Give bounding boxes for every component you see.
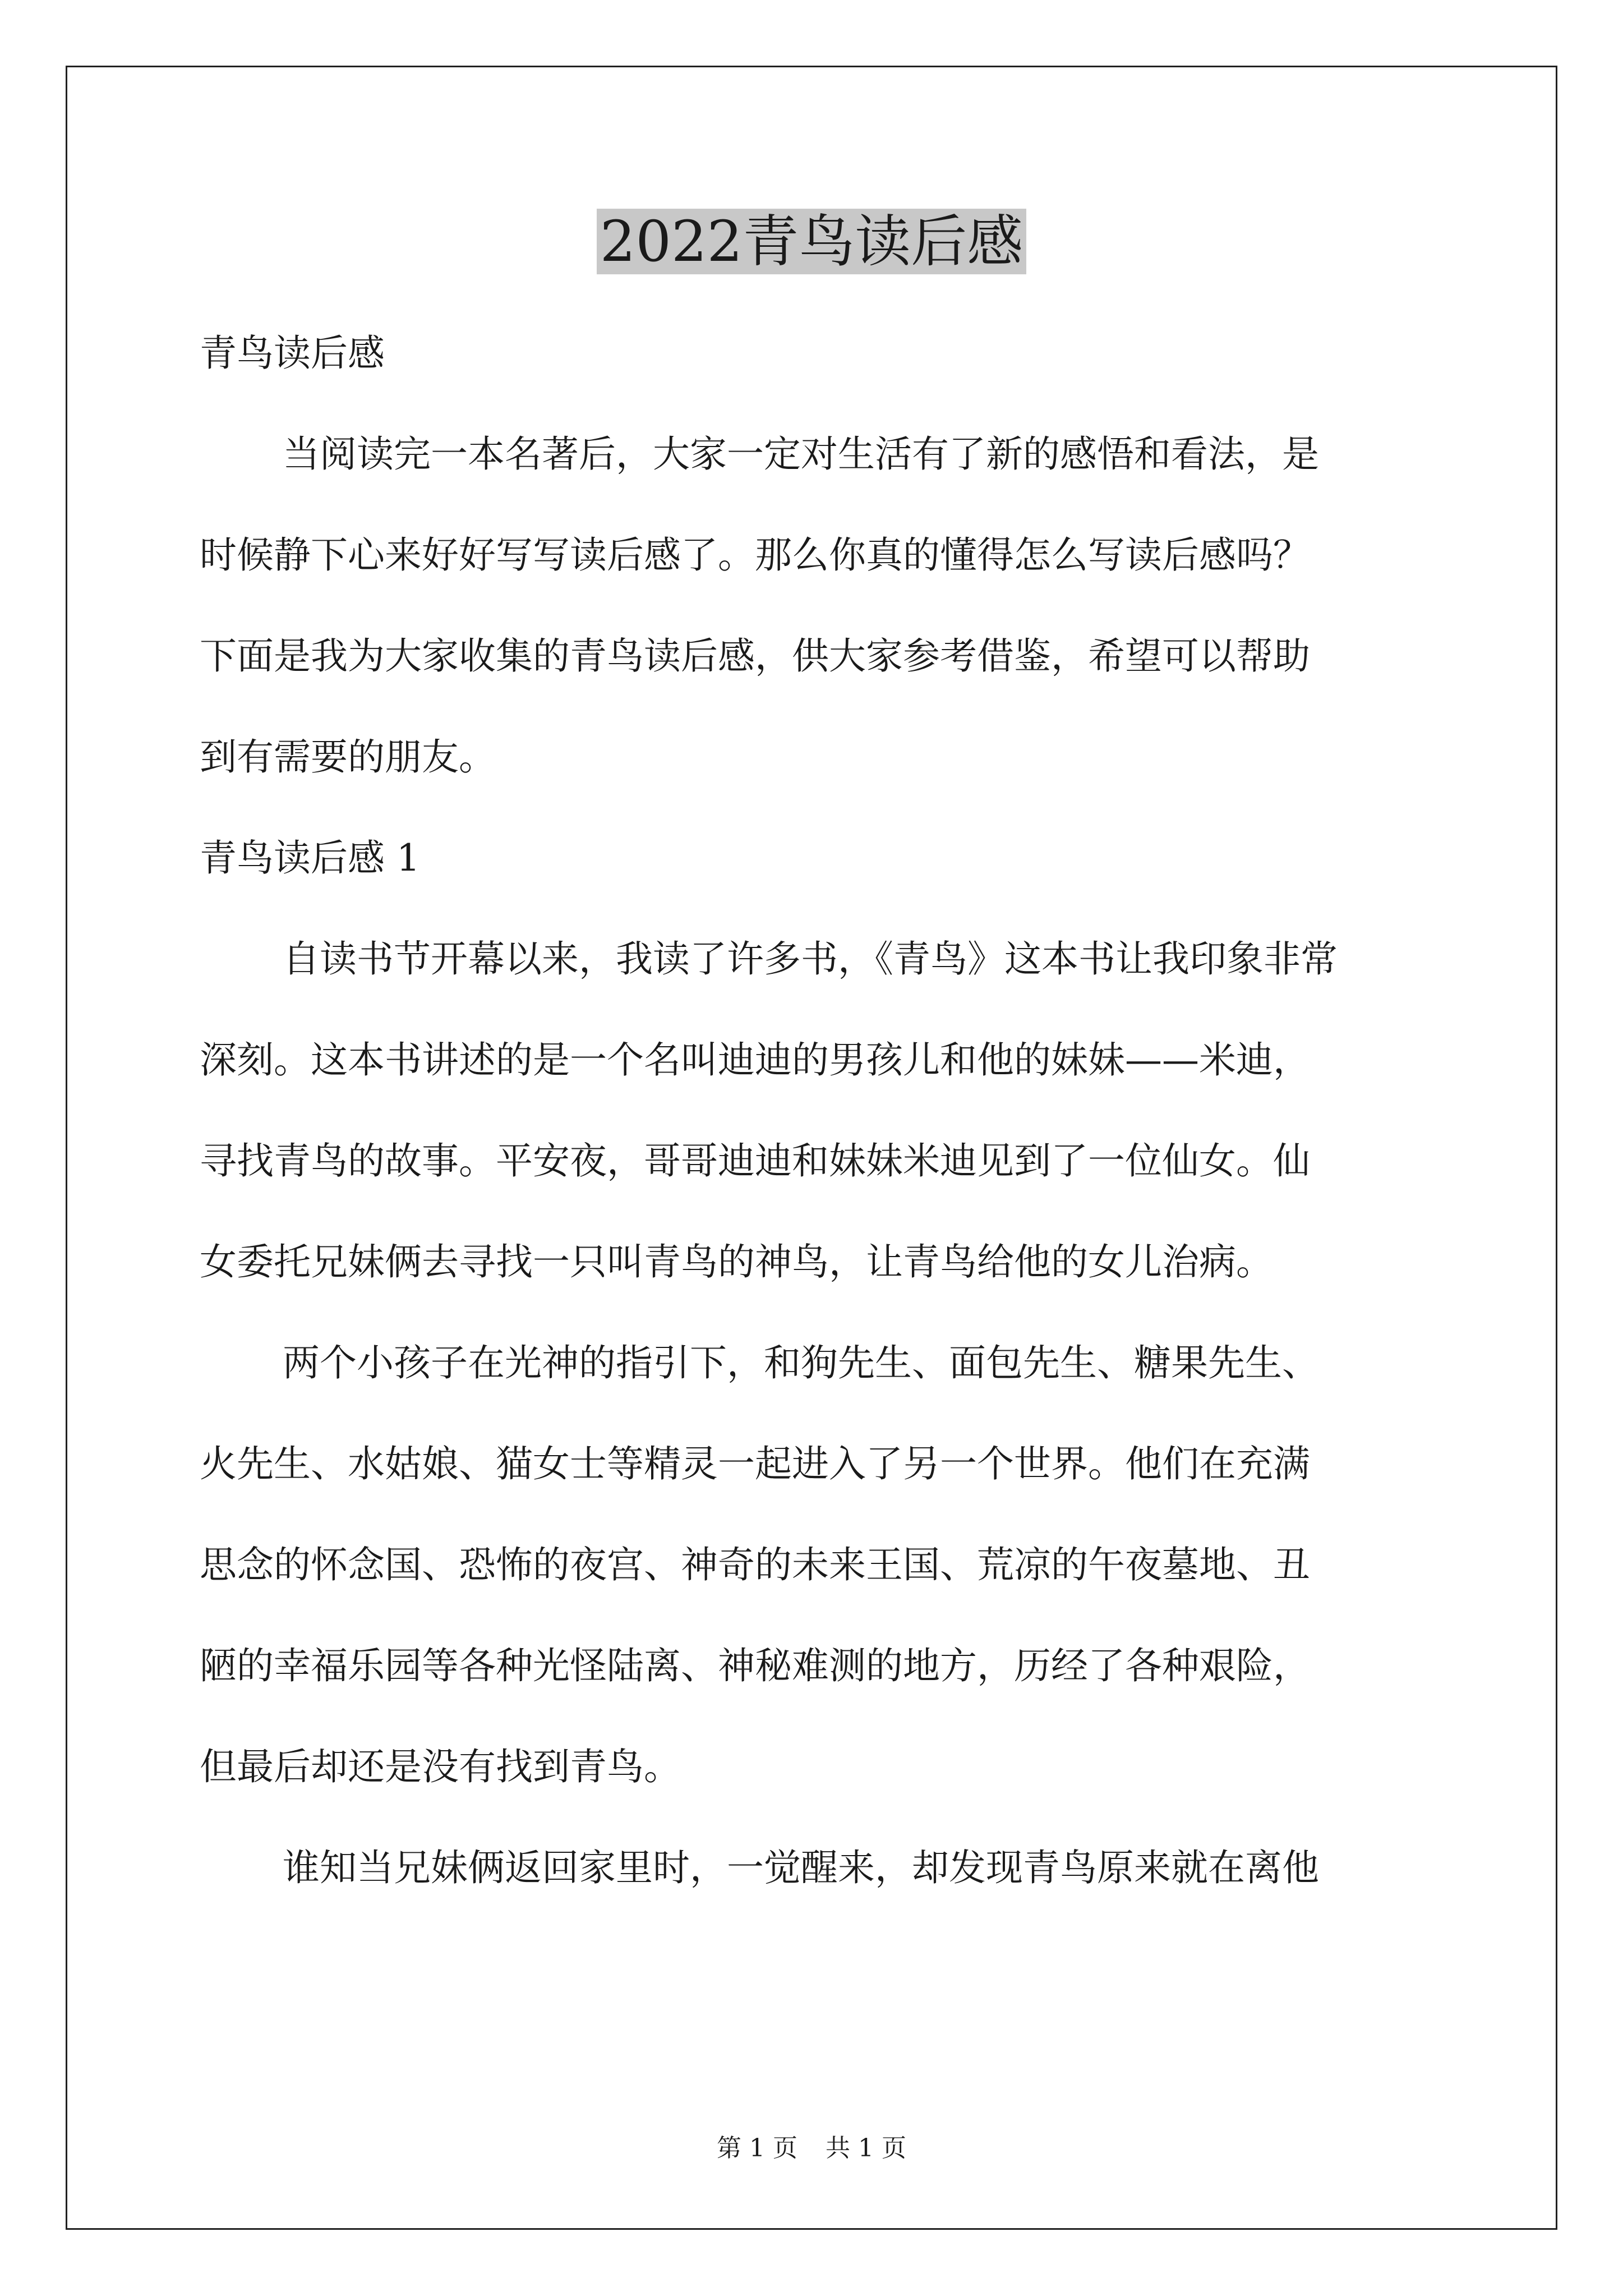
text-line: 两个小孩子在光神的指引下，和狗先生、面包先生、糖果先生、 <box>283 1341 1319 1384</box>
text-line: 思念的怀念国、恐怖的夜宫、神奇的未来王国、荒凉的午夜墓地、丑 <box>200 1543 1310 1586</box>
text-line: 到有需要的朋友。 <box>200 735 496 779</box>
text-line: 自读书节开幕以来，我读了许多书，《青鸟》这本书让我印象非常 <box>283 937 1338 981</box>
document-title <box>0 204 1623 280</box>
text-line: 女委托兄妹俩去寻找一只叫青鸟的神鸟，让青鸟给他的女儿治病。 <box>200 1240 1273 1283</box>
document-body <box>200 303 1433 1918</box>
page-footer <box>0 2132 1623 2165</box>
page-total: 共 1 页 <box>826 2134 906 2162</box>
document-title-text: 2022青鸟读后感 <box>597 209 1027 274</box>
text-line: 下面是我为大家收集的青鸟读后感，供大家参考借鉴，希望可以帮助 <box>200 634 1310 678</box>
text-line: 寻找青鸟的故事。平安夜，哥哥迪迪和妹妹米迪见到了一位仙女。仙 <box>200 1139 1310 1182</box>
text-line: 火先生、水姑娘、猫女士等精灵一起进入了另一个世界。他们在充满 <box>200 1442 1310 1485</box>
text-line: 时候静下心来好好写写读后感了。那么你真的懂得怎么写读后感吗？ <box>200 533 1310 577</box>
text-line: 青鸟读后感 <box>200 332 385 375</box>
text-line: 谁知当兄妹俩返回家里时，一觉醒来，却发现青鸟原来就在离他 <box>283 1846 1319 1889</box>
text-line: 陋的幸福乐园等各种光怪陆离、神秘难测的地方，历经了各种艰险， <box>200 1644 1310 1687</box>
text-line: 但最后却还是没有找到青鸟。 <box>200 1745 681 1788</box>
text-line: 深刻。这本书讲述的是一个名叫迪迪的男孩儿和他的妹妹——米迪， <box>200 1038 1310 1082</box>
text-line: 当阅读完一本名著后，大家一定对生活有了新的感悟和看法，是 <box>283 432 1319 476</box>
text-line: 青鸟读后感 1 <box>200 836 420 880</box>
page-number: 第 1 页 <box>717 2134 797 2162</box>
